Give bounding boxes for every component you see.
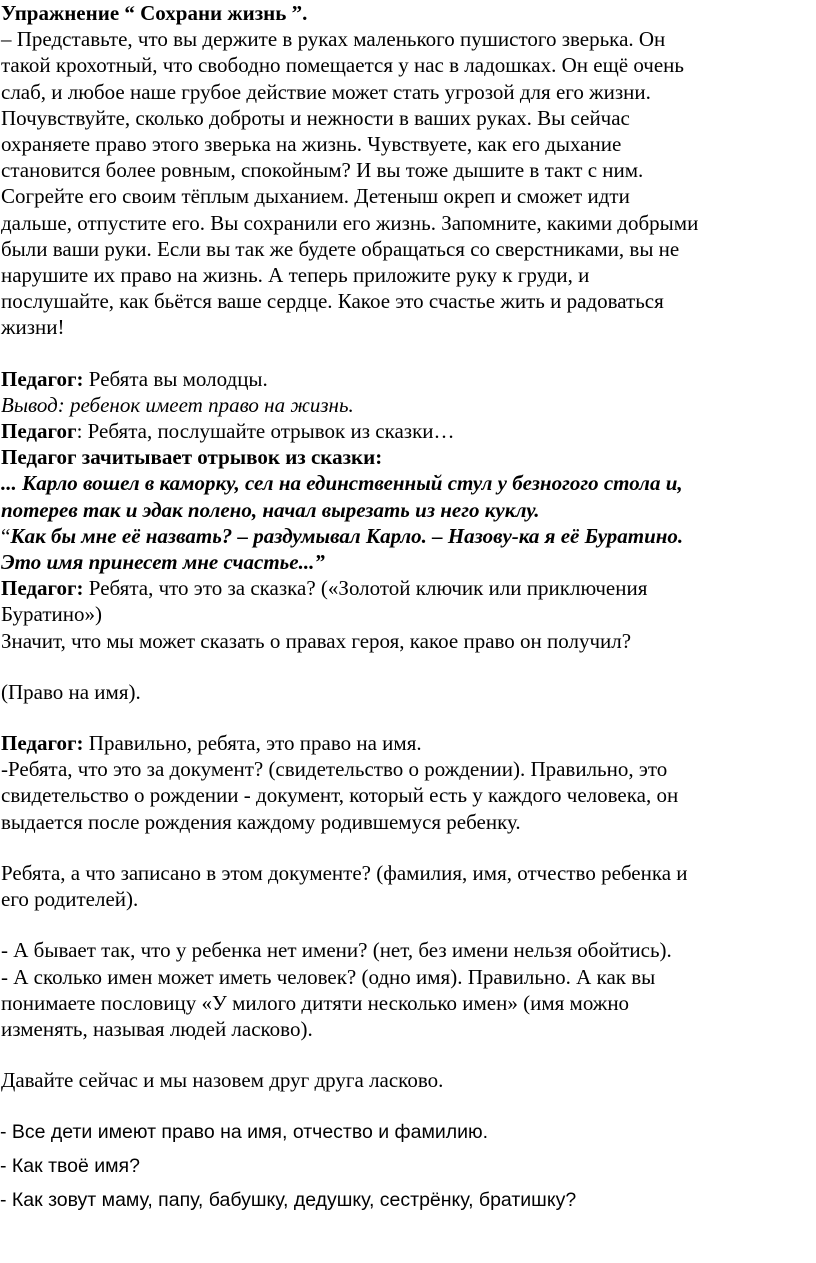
excerpt-text: Как бы мне её назвать? – раздумывал Карло. – Назову-ка я её Буратино. [10,523,684,548]
teacher-line-text: : Ребята, послушайте отрывок из сказки… [76,419,455,444]
exercise-line: становится более ровным, спокойным? И вы тоже дышите в такт с ним. [1,158,644,183]
name-question-line: понимаете пословицу «У милого дитяти несколько имен» (имя можно [1,990,630,1015]
exercise-line: охраняете право этого зверька на жизнь. Чувствуете, как его дыхание [1,132,622,157]
conclusion-line: Вывод: ребенок имеет право на жизнь. [1,392,354,417]
teacher-question-tale-cont: Буратино») [1,602,102,627]
exercise-line: слаб, и любое наше грубое действие может стать угрозой для его жизни. [1,79,651,104]
excerpt-line: ... Карло вошел в каморку, сел на единственный стул у безногого стола и, [1,471,683,496]
document-line: -Ребята, что это за документ? (свидетельство о рождении). Правильно, это [1,757,668,782]
teacher-line-text: Ребята, что это за сказка? («Золотой ключик или приключения [83,576,648,601]
exercise-line: Почувствуйте, сколько доброты и нежности в ваших руках. Вы сейчас [1,105,630,130]
speaker-label: Педагог: [1,576,84,601]
teacher-question-tale [0,575,816,601]
exercise-line: послушайте, как бьётся ваше сердце. Какое это счастье жить и радоваться [1,289,664,314]
teacher-line-text: Правильно, ребята, это право на имя. [83,731,422,756]
teacher-line-praise [0,366,816,392]
document-line: свидетельство о рождении - документ, который есть у каждого человека, он [1,783,679,808]
exercise-line: жизни! [1,315,65,340]
exercise-line: Согрейте его своим тёплым дыханием. Детеныш окреп и сможет идти [1,184,630,209]
excerpt-line [0,523,816,549]
reading-heading: Педагог зачитывает отрывок из сказки: [1,445,383,470]
name-question-line: изменять, называя людей ласково). [1,1016,313,1041]
exercise-text [0,26,816,340]
record-line: его родителей). [1,887,139,912]
name-question-line: - А сколько имен может иметь человек? (одно имя). Правильно. А как вы [1,964,656,989]
open-quote: “ [1,523,11,548]
speaker-label: Педагог: [1,731,84,756]
speaker-label: Педагог: [1,366,84,391]
answer-right-to-name: (Право на имя). [1,679,141,704]
bullet-line: - Как зовут маму, папу, бабушку, дедушку, сестрёнку, братишку? [0,1189,577,1212]
exercise-line: были ваши руки. Если вы так же будете обращаться со сверстниками, вы не [1,236,680,261]
question-rights: Значит, что мы может сказать о правах героя, какое право он получил? [1,628,632,653]
exercise-line: такой крохотный, что свободно помещается у нас в ладошках. Он ещё очень [1,53,685,78]
bullet-line: - Как твоё имя? [0,1155,140,1178]
document-line: выдается после рождения каждому родившемуся ребенку. [1,809,521,834]
exercise-line: дальше, отпустите его. Вы сохранили его жизнь. Запомните, какими добрыми [1,210,699,235]
speaker-label: Педагог [1,419,77,444]
teacher-line-text: Ребята вы молодцы. [83,366,268,391]
exercise-line: – Представьте, что вы держите в руках маленького пушистого зверька. Он [1,27,666,52]
teacher-line-correct [0,730,816,756]
affection-line: Давайте сейчас и мы назовем друг друга ласково. [1,1068,444,1093]
excerpt-line: Это имя принесет мне счастье...” [1,550,325,575]
record-line: Ребята, а что записано в этом документе? (фамилия, имя, отчество ребенка и [1,860,688,885]
bullet-line: - Все дети имеют право на имя, отчество и фамилию. [0,1121,489,1144]
name-question-line: - А бывает так, что у ребенка нет имени? (нет, без имени нельзя обойтись). [1,938,672,963]
excerpt-line: потерев так и эдак полено, начал вырезать из него куклу. [1,497,540,522]
teacher-line-listen [0,418,816,444]
exercise-title: Упражнение “ Сохрани жизнь ”. [1,1,308,25]
exercise-line: нарушите их право на жизнь. А теперь приложите руку к груди, и [1,263,590,288]
